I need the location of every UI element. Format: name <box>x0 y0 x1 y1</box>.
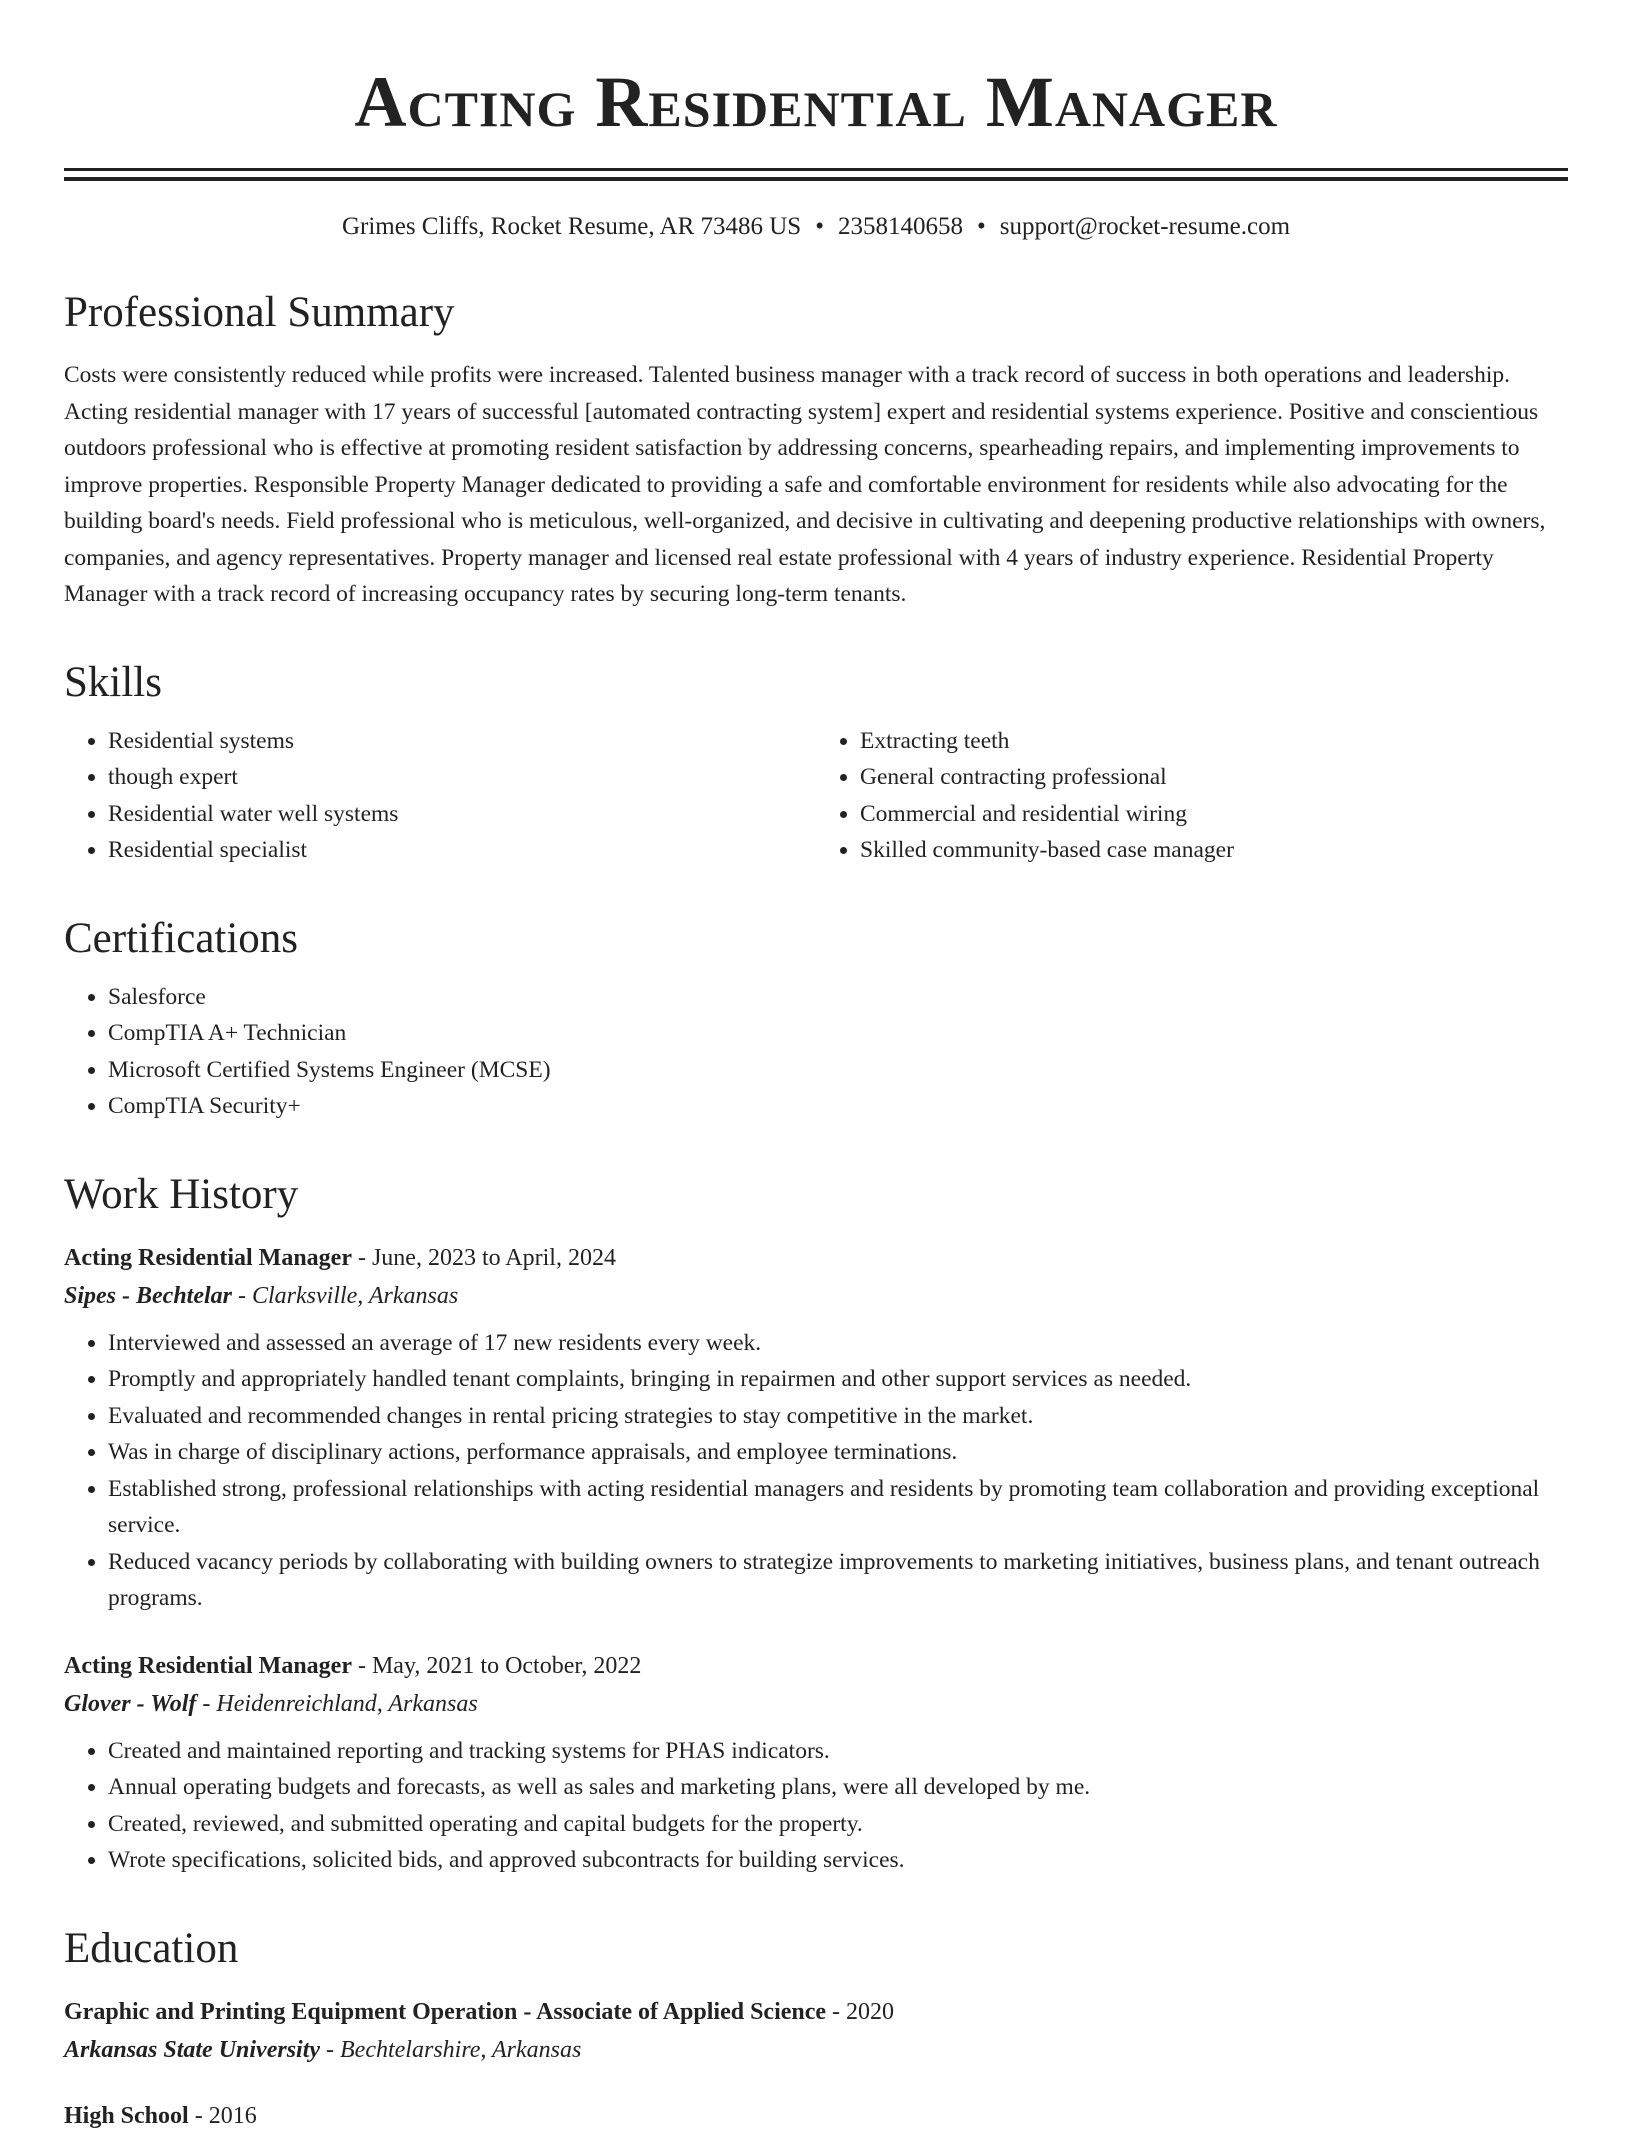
certification-item: • CompTIA A+ Technician <box>108 1015 1568 1052</box>
job-bullets <box>64 1733 1568 1879</box>
education-degree-line <box>64 2097 1568 2135</box>
contact-line <box>64 211 1568 243</box>
skill-item: • Residential specialist <box>108 832 816 869</box>
contact-address: Grimes Cliffs, Rocket Resume, AR 73486 US <box>341 213 802 240</box>
job-bullet: • Reduced vacancy periods by collaborating with building owners to strategize improvements to marketing initiatives, business plans, and tenant outreach programs. <box>108 1544 1568 1617</box>
education-degree-line <box>64 1993 1568 2031</box>
skill-item: • Residential water well systems <box>108 796 816 833</box>
job-bullets <box>64 1325 1568 1617</box>
skills-columns <box>64 723 1568 869</box>
contact-phone: 2358140658 <box>837 213 963 240</box>
job-bullet: • Annual operating budgets and forecasts, as well as sales and marketing plans, were all developed by me. <box>108 1769 1568 1806</box>
skills-list-right <box>816 723 1568 869</box>
education-heading: Education <box>64 1924 239 1972</box>
skills-heading: Skills <box>64 658 162 706</box>
certifications-heading: Certifications <box>64 914 299 962</box>
job-title-line <box>64 1647 1568 1685</box>
contact-separator: • <box>976 213 986 240</box>
certification-item: • Microsoft Certified Systems Engineer (MCSE) <box>108 1052 1568 1089</box>
job-bullet: • Established strong, professional relationships with acting residential managers and residents by promoting team collaboration and providing exceptional service. <box>108 1471 1568 1544</box>
job-entry <box>64 1239 1568 1617</box>
skill-item: • General contracting professional <box>860 759 1568 796</box>
education-year: - 2020 <box>826 1998 895 2025</box>
job-dates: - June, 2023 to April, 2024 <box>351 1244 616 1271</box>
skill-item: • Residential systems <box>108 723 816 760</box>
resume-name: Acting Residential Manager <box>354 62 1278 142</box>
job-title: Acting Residential Manager <box>64 1652 352 1679</box>
job-company-line <box>64 1685 1568 1723</box>
education-location: - Bechtelarshire, Arkansas <box>320 2036 582 2063</box>
contact-separator: • <box>815 213 824 240</box>
contact-email: support@rocket-resume.com <box>999 213 1291 240</box>
education-school: Arkansas State University <box>64 2036 321 2063</box>
education-degree: Graphic and Printing Equipment Operation - Associate of Applied Science <box>64 1998 827 2025</box>
summary-text: Costs were consistently reduced while profits were increased. Talented business manager with a track record of success in both operations and leadership. Acting residential manager with 17 years of successful [automated contracting system] expert and residential systems experience. Positive and conscientious outdoors professional who is effective at promoting resident satisfaction by addressing concerns, spearheading repairs, and implementing improvements to improve properties. Responsible Property Manager dedicated to providing a safe and comfortable environment for residents while also advocating for the building board's needs. Field professional who is meticulous, well-organized, and decisive in cultivating and deepening productive relationships with owners, companies, and agency representatives. Property manager and licensed real estate professional with 4 years of industry experience. Residential Property Manager with a track record of increasing occupancy rates by securing long-term tenants. <box>64 362 1546 607</box>
skill-item: • Skilled community-based case manager <box>860 832 1568 869</box>
job-bullet: • Promptly and appropriately handled tenant complaints, bringing in repairmen and other support services as needed. <box>108 1361 1568 1398</box>
job-location: - Clarksville, Arkansas <box>232 1282 459 1309</box>
job-bullet: • Interviewed and assessed an average of 17 new residents every week. <box>108 1325 1568 1362</box>
education-entry <box>64 2097 1568 2135</box>
skill-item: • though expert <box>108 759 816 796</box>
skills-list-left <box>64 723 816 869</box>
summary-heading: Professional Summary <box>64 289 455 336</box>
job-bullet: • Was in charge of disciplinary actions, performance appraisals, and employee terminations. <box>108 1434 1568 1471</box>
education-degree: High School <box>64 2102 189 2129</box>
skill-item: • Commercial and residential wiring <box>860 796 1568 833</box>
job-company: Glover - Wolf <box>64 1690 197 1717</box>
header-rule-top <box>64 168 1568 171</box>
certification-item: • CompTIA Security+ <box>108 1088 1568 1125</box>
job-entry <box>64 1647 1568 1879</box>
job-location: - Heidenreichland, Arkansas <box>196 1690 478 1717</box>
header-rule-bottom <box>64 177 1568 181</box>
certification-item: • Salesforce <box>108 979 1568 1016</box>
job-bullet: • Created, reviewed, and submitted operating and capital budgets for the property. <box>108 1806 1568 1843</box>
work-heading: Work History <box>64 1170 299 1218</box>
skill-item: • Extracting teeth <box>860 723 1568 760</box>
job-company: Sipes - Bechtelar <box>64 1282 232 1309</box>
job-bullet: • Evaluated and recommended changes in rental pricing strategies to stay competitive in the market. <box>108 1398 1568 1435</box>
job-bullet: • Wrote specifications, solicited bids, and approved subcontracts for building services. <box>108 1842 1568 1879</box>
education-year: - 2016 <box>188 2102 257 2129</box>
job-title: Acting Residential Manager <box>64 1244 352 1271</box>
job-dates: - May, 2021 to October, 2022 <box>351 1652 642 1679</box>
education-school-line <box>64 2031 1568 2069</box>
job-title-line <box>64 1239 1568 1277</box>
job-company-line <box>64 1277 1568 1315</box>
education-entry <box>64 1993 1568 2069</box>
certifications-list <box>64 979 1568 1125</box>
job-bullet: • Created and maintained reporting and tracking systems for PHAS indicators. <box>108 1733 1568 1770</box>
